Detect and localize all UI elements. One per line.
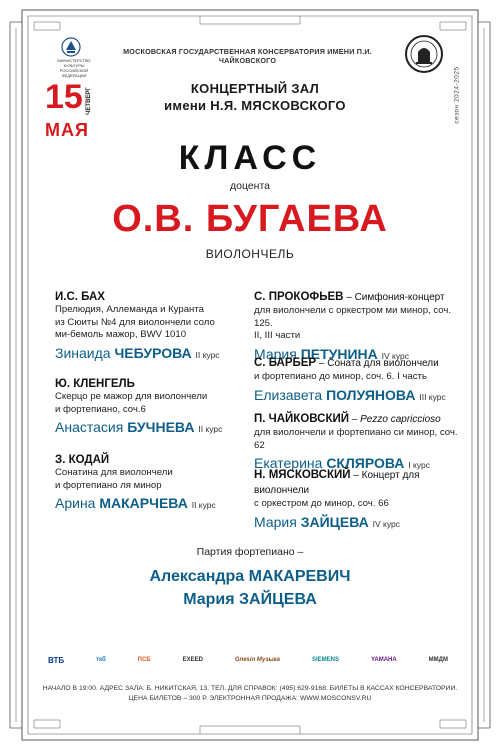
work-line: и фортепиано ля минор xyxy=(55,479,162,491)
piano-part-label: Партия фортепиано – xyxy=(196,546,304,558)
sponsor-logo: ВТБ xyxy=(48,655,65,665)
sponsor-logo: SIEMENS xyxy=(311,657,339,663)
composer-line xyxy=(254,412,469,427)
work-line: с оркестром до минор, соч. 66 xyxy=(254,498,389,509)
date-day: 15 xyxy=(45,78,83,116)
composer-name: Ю. КЛЕНГЕЛЬ xyxy=(55,378,135,390)
sponsor-logos xyxy=(48,651,448,669)
position-label: доцента xyxy=(229,180,271,192)
work-title: – Соната для виолончели xyxy=(316,358,439,369)
performer xyxy=(55,495,265,514)
performer-first-name: Мария xyxy=(254,345,297,362)
performer-first-name: Анастасия xyxy=(55,419,124,435)
performer-last-name: ПЕТУНИНА xyxy=(300,345,378,362)
program-item xyxy=(254,290,469,365)
program-item xyxy=(254,412,469,474)
conservatory-name: МОСКОВСКАЯ ГОСУДАРСТВЕННАЯ КОНСЕРВАТОРИЯ ИМЕНИ П.И. ЧАЙКОВСКОГО xyxy=(123,47,372,65)
program-item xyxy=(55,290,265,364)
program-item xyxy=(254,468,469,533)
performer-first-name: Зинаида xyxy=(55,344,111,361)
composer-name: П. ЧАЙКОВСКИЙ xyxy=(254,413,349,425)
hall-line-1: КОНЦЕРТНЫЙ ЗАЛ xyxy=(190,81,320,96)
performer-first-name: Елизавета xyxy=(254,386,323,403)
ministry-emblem-icon xyxy=(60,36,82,58)
work-line: для виолончели с оркестром ми минор, соч. 125. xyxy=(254,305,452,329)
performer-last-name: ЗАЙЦЕВА xyxy=(300,513,369,530)
program-item xyxy=(254,356,469,406)
performer-last-name: СКЛЯРОВА xyxy=(326,455,405,471)
sponsor-logo: EXEED xyxy=(182,657,203,663)
performer-first-name: Екатерина xyxy=(254,455,323,471)
performer xyxy=(254,514,469,533)
work-line: Сонатина для виолончели xyxy=(55,467,173,478)
footer-info-line: ЦЕНА БИЛЕТОВ – 300 Р. ЭЛЕКТРОННАЯ ПРОДАЖА: WWW.MOSCONSV.RU xyxy=(128,695,372,702)
work-line: из Сюиты №4 для виолончели соло xyxy=(55,316,215,328)
course-label: II курс xyxy=(195,349,220,360)
sponsor-logo: YAMAHA xyxy=(370,657,397,663)
composer-line xyxy=(254,468,469,498)
pianist-name: Александра МАКАРЕВИЧ xyxy=(149,568,351,585)
work-title: – Симфония-концерт xyxy=(343,292,445,303)
date-month: МАЯ xyxy=(45,120,89,140)
performer-first-name: Арина xyxy=(55,495,96,511)
hall-line-2: имени Н.Я. МЯСКОВСКОГО xyxy=(164,98,346,113)
work-line: ми-бемоль мажор, BWV 1010 xyxy=(55,329,187,340)
course-label: III курс xyxy=(419,391,446,402)
program-item xyxy=(55,453,265,514)
performer-first-name: Мария xyxy=(254,513,297,530)
date-weekday: ЧЕТВЕРГ xyxy=(86,87,92,115)
program-item xyxy=(55,377,265,438)
ministry-label: МИНИСТЕРСТВО КУЛЬТУРЫ РОССИЙСКОЙ ФЕДЕРАЦИИ xyxy=(57,58,91,78)
composer-name: Н. МЯСКОВСКИЙ xyxy=(254,469,351,481)
class-heading: КЛАСС xyxy=(178,139,322,177)
performer-last-name: ПОЛУЯНОВА xyxy=(326,386,416,403)
performer-last-name: МАКАРЧЕВА xyxy=(99,495,188,511)
work-line: для виолончели и фортепиано си минор, соч. 62 xyxy=(254,427,458,451)
work-title: – Концерт для виолончели xyxy=(254,470,420,496)
course-label: IV курс xyxy=(381,350,409,361)
instrument-label: ВИОЛОНЧЕЛЬ xyxy=(205,247,295,261)
pianist-name: Мария ЗАЙЦЕВА xyxy=(183,591,317,608)
performer xyxy=(55,345,265,364)
work-line: II, III части xyxy=(254,330,301,341)
work-line: и фортепиано до минор, соч. 6. I часть xyxy=(254,371,427,382)
course-label: II курс xyxy=(198,424,223,434)
performer xyxy=(55,419,265,438)
composer-name: З. КОДАЙ xyxy=(55,454,110,466)
work-line: и фортепиано, соч.6 xyxy=(55,403,146,415)
sponsor-logo: ткб xyxy=(96,657,106,663)
conservatory-emblem-icon xyxy=(404,34,444,74)
hall-name xyxy=(120,80,390,114)
sponsor-logo: Gnesin Музыка xyxy=(234,657,281,663)
composer-line xyxy=(254,356,469,371)
teacher-name: О.В. БУГАЕВА xyxy=(112,198,388,240)
work-line: Скерцо ре мажор для виолончели xyxy=(55,391,208,402)
composer-name: С. ПРОКОФЬЕВ xyxy=(254,291,344,303)
season-label: сезон 2024-2025 xyxy=(453,66,461,124)
performer-last-name: ЧЕБУРОВА xyxy=(114,344,192,361)
composer-name: С. БАРБЕР xyxy=(254,357,317,369)
performer-last-name: БУЧНЕВА xyxy=(127,419,195,435)
course-label: II курс xyxy=(191,500,216,510)
sponsor-logo: ПСБ xyxy=(137,657,151,663)
course-label: IV курс xyxy=(372,518,400,529)
composer-line xyxy=(254,290,469,305)
sponsor-logo: ММДМ xyxy=(428,657,448,663)
footer-info-line: НАЧАЛО В 19:00. АДРЕС ЗАЛА: Б. НИКИТСКАЯ, 13. ТЕЛ. ДЛЯ СПРАВОК: (495) 629-9168. БИЛЕТЫ В КАССАХ КОНСЕРВАТОРИИ. xyxy=(42,685,458,692)
performer xyxy=(254,387,469,406)
course-label: I курс xyxy=(408,460,430,470)
work-line: Прелюдия, Аллеманда и Куранта xyxy=(55,304,204,315)
composer-name: И.С. БАХ xyxy=(55,291,105,303)
work-title: – Pezzo capriccioso xyxy=(349,414,441,425)
